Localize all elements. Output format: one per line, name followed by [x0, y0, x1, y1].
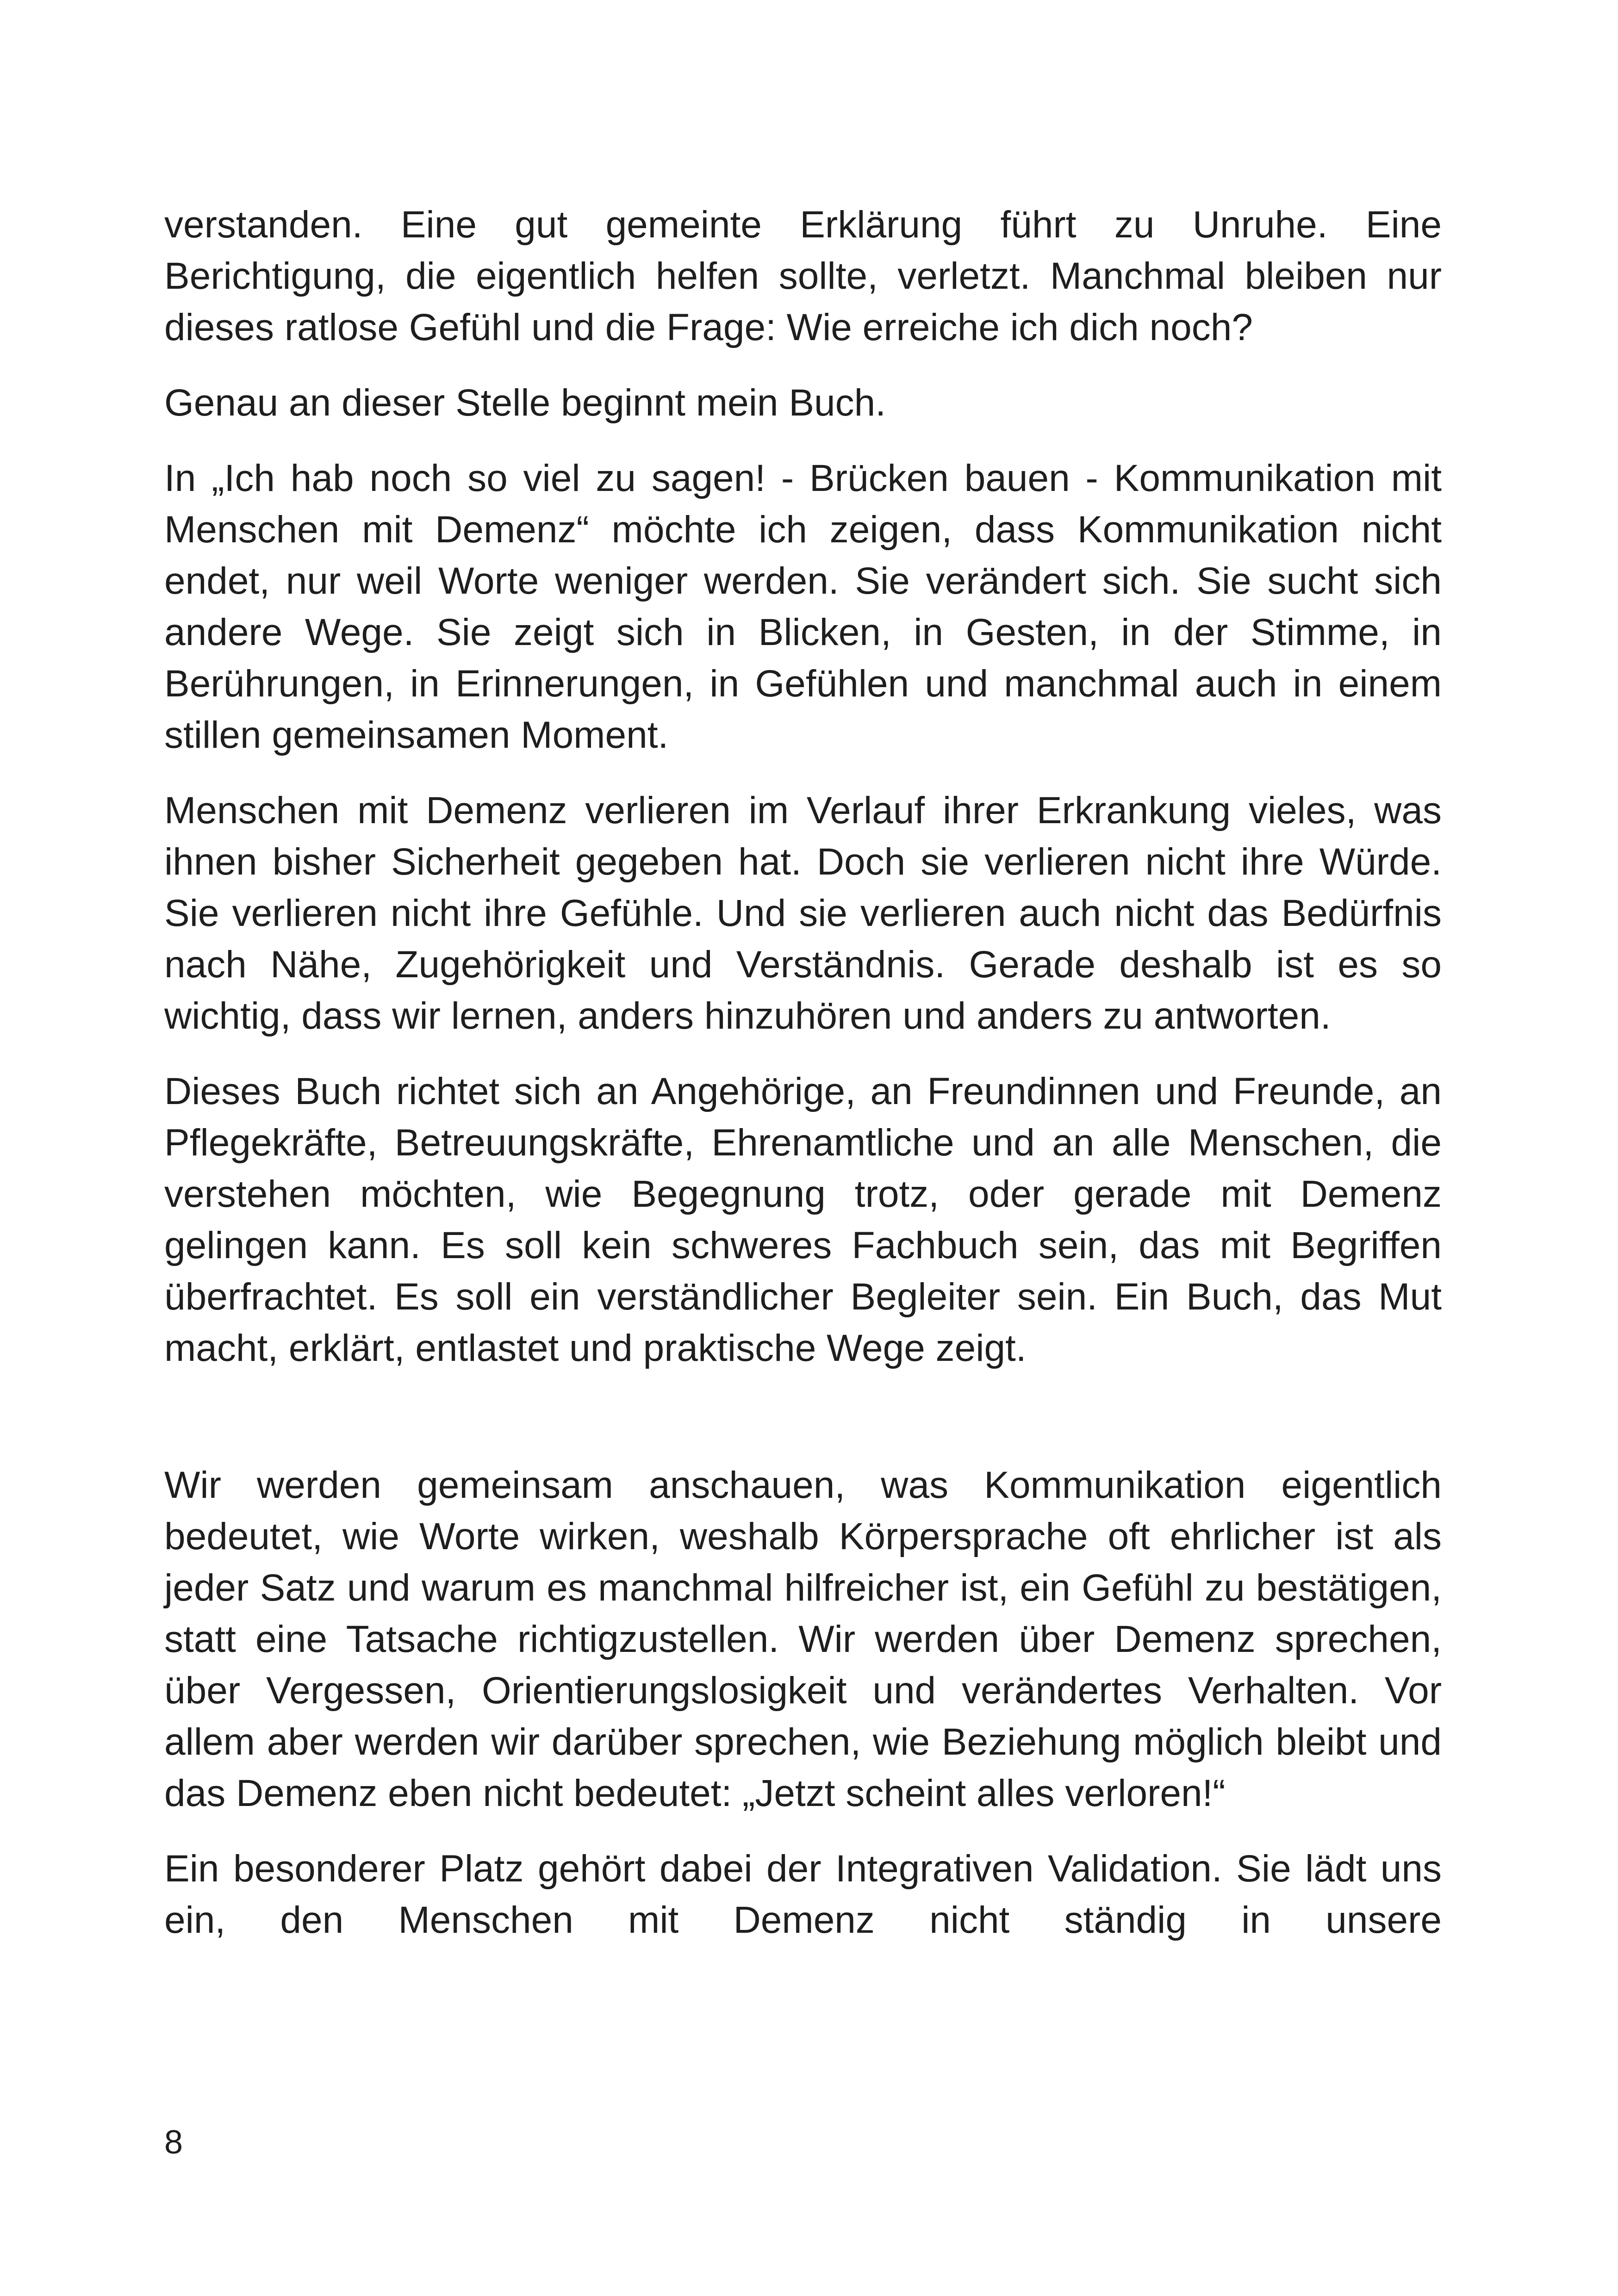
paragraph-1: verstanden. Eine gut gemeinte Erklärung führt zu Unruhe. Eine Berichtigung, die eigentlich helfen sollte, verletzt. Manchmal bleiben nur dieses ratlose Gefühl und die Frage: Wie erreiche ich dich noch?: [164, 204, 1442, 348]
paragraph-2: Genau an dieser Stelle beginnt mein Buch.: [164, 382, 886, 424]
paragraph-5: Dieses Buch richtet sich an Angehörige, an Freundinnen und Freunde, an Pflegekräfte, Betreuungskräfte, Ehrenamtliche und an alle Menschen, die verstehen möchten, wie Begegnung trotz, oder gerade mit Demenz gelingen kann. Es soll kein schweres Fachbuch sein, das mit Begriffen überfrachtet. Es soll ein verständlicher Begleiter sein. Ein Buch, das Mut macht, erklärt, entlastet und praktische Wege zeigt.: [164, 1070, 1442, 1369]
paragraph-7: Ein besonderer Platz gehört dabei der Integrativen Validation. Sie lädt uns ein, den Menschen mit Demenz nicht ständig in unsere: [164, 1848, 1442, 1941]
body-text: [164, 199, 1442, 1946]
paragraph-4: Menschen mit Demenz verlieren im Verlauf ihrer Erkrankung vieles, was ihnen bisher Sicherheit gegeben hat. Doch sie verlieren nicht ihre Würde. Sie verlieren nicht ihre Gefühle. Und sie verlieren auch nicht das Bedürfnis nach Nähe, Zugehörigkeit und Verständnis. Gerade deshalb ist es so wichtig, dass wir lernen, anders hinzuhören und anders zu antworten.: [164, 789, 1442, 1037]
paragraph-3: In „Ich hab noch so viel zu sagen! - Brücken bauen - Kommunikation mit Menschen mit Demenz“ möchte ich zeigen, dass Kommunikation nicht endet, nur weil Worte weniger werden. Sie verändert sich. Sie sucht sich andere Wege. Sie zeigt sich in Blicken, in Gesten, in der Stimme, in Berührungen, in Erinnerungen, in Gefühlen und manchmal auch in einem stillen gemeinsamen Moment.: [164, 457, 1442, 756]
paragraph-6: Wir werden gemeinsam anschauen, was Kommunikation eigentlich bedeutet, wie Worte wirken, weshalb Körpersprache oft ehrlicher ist als jeder Satz und warum es manchmal hilfreicher ist, ein Gefühl zu bestätigen, statt eine Tatsache richtigzustellen. Wir werden über Demenz sprechen, über Vergessen, Orientierungslosigkeit und verändertes Verhalten. Vor allem aber werden wir darüber sprechen, wie Beziehung möglich bleibt und das Demenz eben nicht bedeutet: „Jetzt scheint alles verloren!“: [164, 1464, 1442, 1814]
page-number: 8: [164, 2124, 183, 2161]
